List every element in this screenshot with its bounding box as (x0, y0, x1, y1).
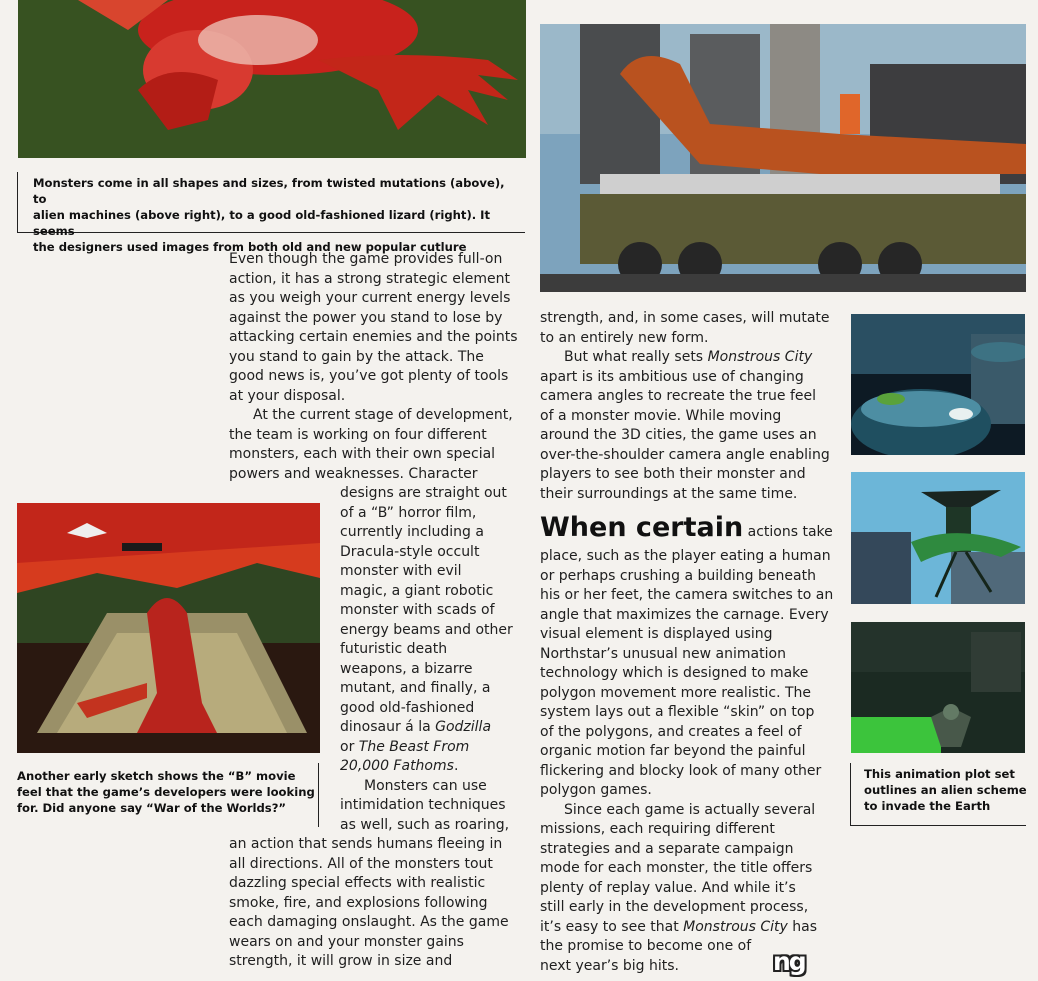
alien-tripod-photo (851, 472, 1025, 604)
article-column-1c: an action that sends humans fleeing in all directions. All of the monsters tout dazzling special effects with realistic smoke, fire, and explosions following each damaging onslaught. As the game wears on and your monster gains strength, it will grow in size and (229, 836, 509, 969)
caption-rule-left (17, 172, 18, 232)
drop-heading: When certain (540, 512, 744, 543)
caption-right: This animation plot set outlines an alien scheme to invade the Earth (864, 767, 1027, 813)
alien-invasion-scene-photo (851, 622, 1025, 753)
b-movie-sketch-photo (17, 503, 320, 753)
mutant-monster-photo (18, 0, 526, 158)
ng-logo: ng (773, 947, 805, 976)
caption-top-left: Monsters come in all shapes and sizes, from twisted mutations (above), to alien machines (above right), to a good old-fashioned lizard (right). It seems the designers used images from both old and new popular cutlure (33, 176, 505, 254)
caption-rule-right-b (318, 763, 319, 827)
caption-rule-side-bottom (850, 825, 1026, 826)
article-column-2b: When certain actions take place, such as the player eating a human or perhaps crushing a building beneath his or her feet, the camera switches to an angle that maximizes the carnage. Every visual element is displayed using Northstar’s unusual new animation technology which is designed to make polygon movement more realistic. The system lays out a flexible “skin” on top of the polygons, and creates a feel of organic motion far beyond the painful flickering and blocky look of many other polygon games. Since each game is actually several missions, each requiring different strategies and a separate campaign mode for each monster, the title offers plenty of replay value. And while it’s still early in the development process, it’s easy to see that Monstrous City has the promise to become one of next year’s big hits. (540, 512, 834, 974)
caption-rule-side (850, 763, 851, 825)
article-column-2a: strength, and, in some cases, will mutate to an entirely new form. But what really sets Monstrous City apart is its ambitious use of changing camera angles to recreate the true feel of a monster movie. While moving around the 3D cities, the game uses an over-the-shoulder camera angle enabling players to see both their monster and their surroundings at the same time. (540, 310, 830, 502)
alien-machine-truck-photo (540, 24, 1026, 292)
caption-bottom-left: Another early sketch shows the “B” movie feel that the game’s developers were looking for. Did anyone say “War of the Worlds?” (17, 769, 315, 815)
alien-saucer-photo-1 (851, 314, 1025, 455)
article-column-1a: Even though the game provides full-on action, it has a strong strategic element as you weigh your current energy levels against the power you stand to lose by attacking certain enemies and the points you stand to gain by the attack. The good news is, you’ve got plenty of tools at your disposal. At the current stage of development, the team is working on four different monsters, each with their own special powers and weaknesses. Character (229, 251, 518, 482)
article-column-1b: designs are straight out of a “B” horror film, currently including a Dracula-style occult monster with evil magic, a giant robotic monster with scads of energy beams and other futuristic death weapons, a bizarre mutant, and finally, a good old-fashioned dinosaur á la Godzilla or The Beast From 20,000 Fathoms. Monsters can use intimidation techniques as well, such as roaring, (340, 485, 513, 833)
